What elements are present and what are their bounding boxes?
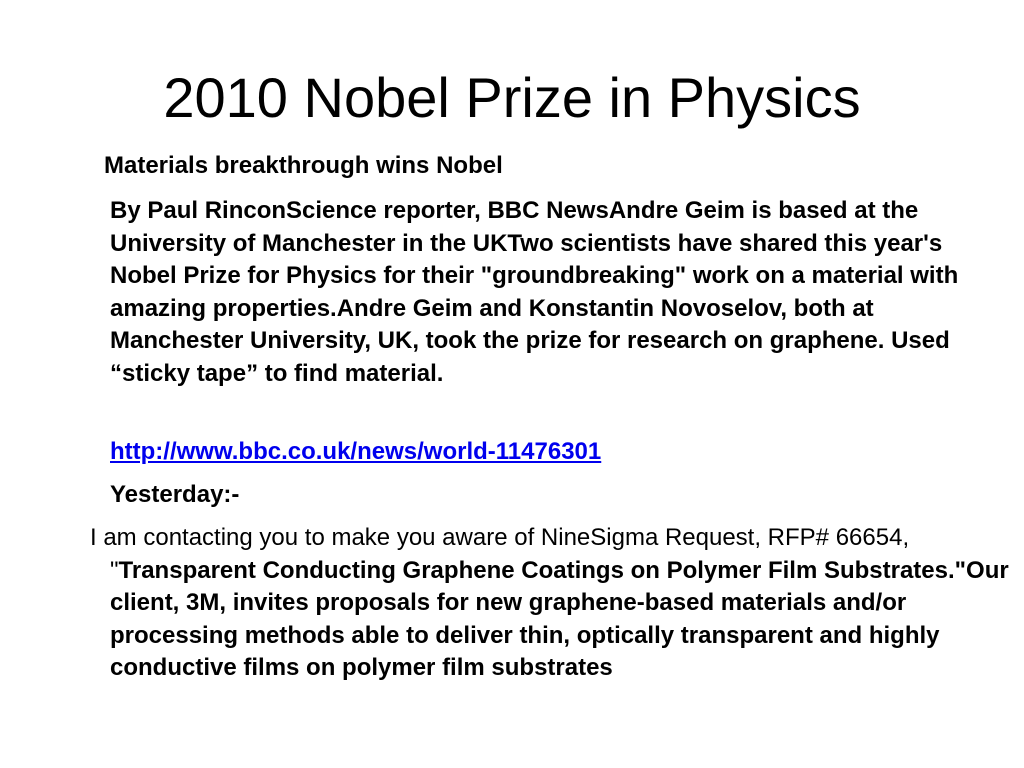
yesterday-label: Yesterday:- (110, 481, 240, 508)
article-summary (110, 195, 980, 390)
slide-title: 2010 Nobel Prize in Physics (163, 66, 861, 129)
request-title: Transparent Conducting Graphene Coatings on Polymer Film Substrates."Our client, 3M, invites proposals for new graphene-based materials and/or processing methods able to deliver thin, optically transparent and highly conductive films on polymer film substrates (110, 556, 1009, 681)
request-paragraph (90, 522, 1010, 685)
source-link-paragraph (110, 436, 980, 469)
request-intro: I am contacting you to make you aware of NineSigma Request, RFP# 66654, " (90, 524, 910, 584)
headline: Materials breakthrough wins Nobel (104, 152, 503, 179)
source-link[interactable]: http://www.bbc.co.uk/news/world-11476301 (110, 438, 602, 465)
article-summary-text: By Paul RinconScience reporter, BBC NewsAndre Geim is based at the University of Manchester in the UKTwo scientists have shared this year's Nobel Prize for Physics for their "groundbreaking" work on a material with amazing properties.Andre Geim and Konstantin Novoselov, both at Manchester University, UK, took the prize for research on graphene. Used “sticky tape” to find material. (110, 197, 959, 387)
slide-body (0, 150, 1024, 750)
